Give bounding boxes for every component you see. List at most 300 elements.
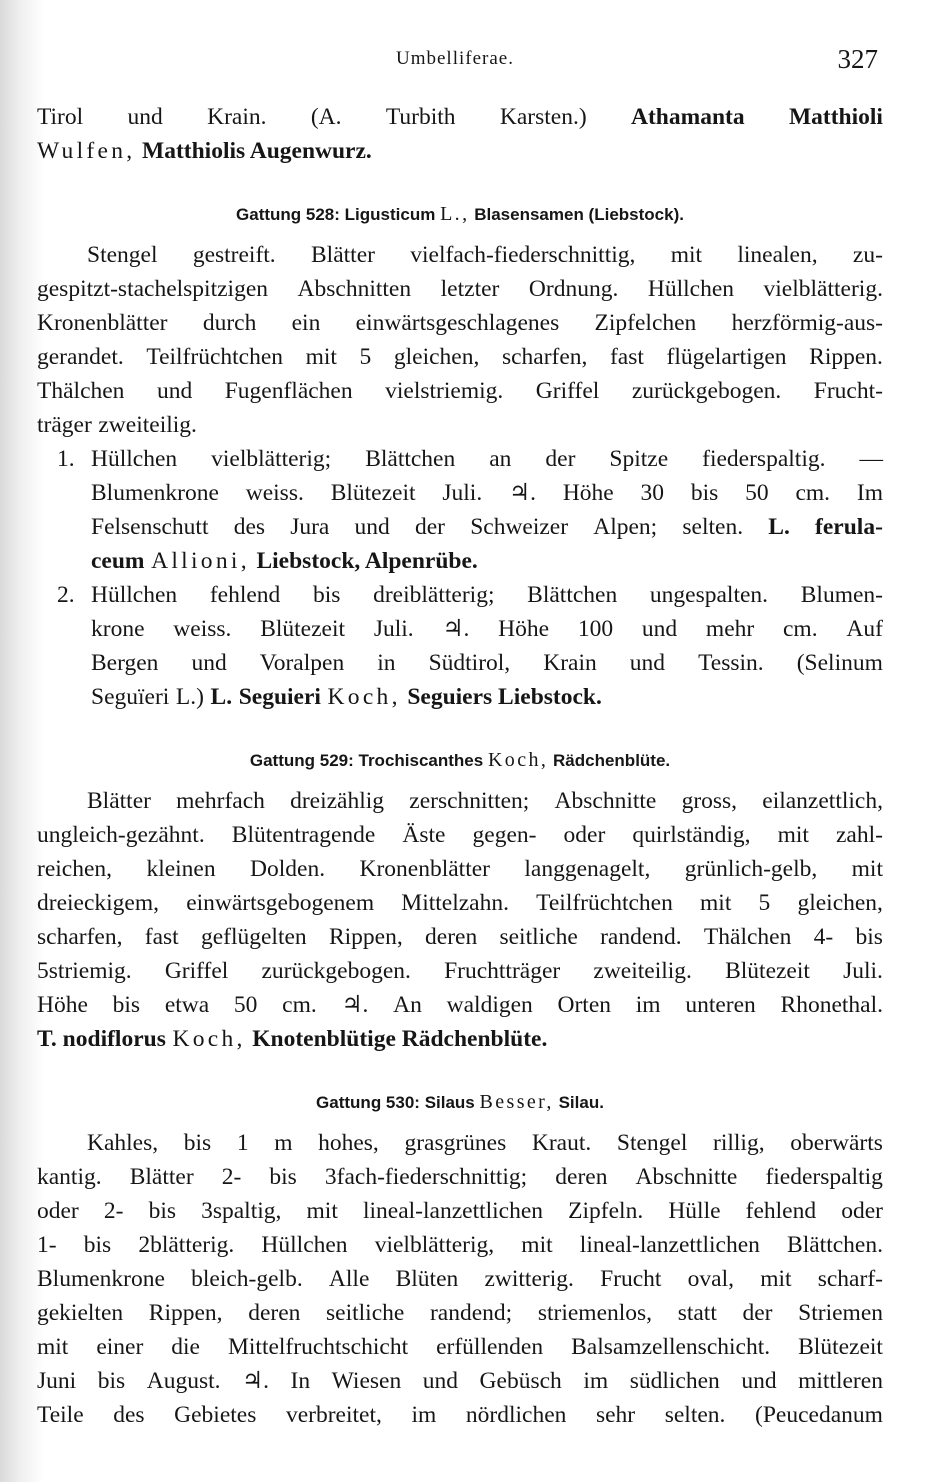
word: Blättchen.	[787, 1232, 883, 1258]
word: Mittelfruchtschicht	[227, 1334, 409, 1360]
text-line	[37, 340, 883, 374]
heading-label: Gattung 528:	[236, 205, 340, 224]
word: gross,	[681, 788, 738, 814]
word: der	[742, 1300, 773, 1326]
word: und	[641, 616, 678, 642]
word: Orten	[557, 992, 612, 1018]
word: der	[414, 514, 445, 540]
word: seitliche	[499, 924, 578, 950]
word: cm.	[795, 480, 831, 506]
word: des	[233, 514, 266, 540]
text-line	[37, 408, 883, 442]
word: und	[156, 378, 193, 404]
word: grasgrünes	[404, 1130, 507, 1156]
word: bis	[83, 1232, 112, 1258]
text-line	[37, 1330, 883, 1364]
word: scharfen,	[37, 924, 123, 950]
word: scharf-	[817, 1266, 883, 1292]
heading-author: Koch,	[487, 749, 549, 771]
heading-genus: Trochiscanthes	[358, 751, 484, 770]
intro-line-1	[37, 100, 883, 134]
word: Abschnitten	[297, 276, 412, 302]
word: Blätter	[311, 242, 375, 268]
word: Bergen	[91, 650, 159, 676]
species-name: L.	[768, 514, 790, 540]
word: cm.	[783, 616, 818, 642]
word: Blättchen	[365, 446, 456, 472]
text-line	[37, 1228, 883, 1262]
word: krone	[91, 616, 145, 642]
word: gegen-	[472, 822, 537, 848]
word: Zipfelchen	[594, 310, 697, 336]
heading-author: Besser,	[479, 1091, 554, 1113]
word: ungleich-gezähnt.	[37, 822, 205, 848]
word: Höhe	[562, 480, 614, 506]
species-entry-2	[37, 578, 883, 714]
word: oberwärts	[790, 1130, 883, 1156]
word: Tessin.	[698, 650, 764, 676]
word: 2-	[103, 1198, 124, 1224]
word: zweiteilig.	[98, 412, 197, 438]
word: mehrfach	[176, 788, 265, 814]
word: langgenagelt,	[524, 856, 651, 882]
word: und	[741, 1368, 777, 1394]
word: Balsamzellenschicht.	[571, 1334, 771, 1360]
running-title: Umbelliferae.	[396, 48, 514, 69]
word: im	[583, 1368, 609, 1394]
word: Alle	[328, 1266, 370, 1292]
word: einwärtsgebogenem	[186, 890, 375, 916]
word: waldigen	[446, 992, 533, 1018]
species-name: Athamanta	[631, 104, 745, 130]
word: fast	[609, 344, 644, 370]
word: Schweizer	[470, 514, 569, 540]
word: Striemen	[798, 1300, 883, 1326]
word: deren	[555, 1164, 608, 1190]
text-line	[91, 646, 883, 680]
word: in	[377, 650, 396, 676]
word: 1-	[37, 1232, 57, 1258]
word: Karsten.)	[499, 104, 587, 130]
word: Frucht-	[813, 378, 883, 404]
word: ein	[291, 310, 321, 336]
word: gestreift.	[192, 242, 276, 268]
word: Juni	[37, 1368, 77, 1394]
word: 100	[577, 616, 614, 642]
word: gekielten	[37, 1300, 124, 1326]
heading-common-name: Rädchenblüte.	[553, 751, 671, 770]
word: vielblätterig.	[763, 276, 883, 302]
word: Hüllchen	[91, 582, 178, 608]
word: 50	[233, 992, 258, 1018]
word: seitliche	[326, 1300, 405, 1326]
word: 4-	[813, 924, 834, 950]
word: cm.	[282, 992, 317, 1018]
word: bis	[312, 582, 341, 608]
word: 5	[758, 890, 771, 916]
word: selten.	[682, 514, 744, 540]
perennial-symbol: ♃.	[442, 616, 470, 642]
word: zweiteilig.	[593, 958, 692, 984]
word: mit	[700, 890, 732, 916]
word: vielblätterig;	[211, 446, 332, 472]
word: bis	[148, 1198, 176, 1224]
word: gleichen,	[797, 890, 883, 916]
word: lineal-lanzettlichen	[579, 1232, 760, 1258]
word: weiss.	[245, 480, 304, 506]
word: Krain	[543, 650, 597, 676]
word: m	[274, 1130, 293, 1156]
word: scharfen,	[501, 344, 588, 370]
word: kleinen	[146, 856, 216, 882]
word: 5striemig.	[37, 958, 132, 984]
text-line	[37, 272, 883, 306]
word: reichen,	[37, 856, 113, 882]
word: Hüllchen	[261, 1232, 348, 1258]
word: mit	[760, 1266, 792, 1292]
word: (A.	[310, 104, 342, 130]
heading-genus: Silaus	[424, 1093, 475, 1112]
word: 1	[236, 1130, 249, 1156]
species-name: Matthioli	[788, 104, 883, 130]
word: fiederspaltig	[765, 1164, 883, 1190]
word: selten.	[664, 1402, 726, 1428]
word: etwa	[164, 992, 210, 1018]
word: (Selinum	[796, 650, 883, 676]
perennial-symbol: ♃.	[509, 480, 536, 506]
word: Juli.	[373, 616, 414, 642]
word: Kraut.	[531, 1130, 592, 1156]
word: Fugenflächen	[224, 378, 353, 404]
word: Äste	[402, 822, 446, 848]
genus-description-529	[37, 784, 883, 1056]
genus-description-528	[37, 238, 883, 442]
text-line	[37, 954, 883, 988]
word: oder	[37, 1198, 79, 1224]
text-line	[37, 1262, 883, 1296]
word: randend;	[429, 1300, 513, 1326]
word: Gebüsch	[479, 1368, 562, 1394]
word: mit	[851, 856, 883, 882]
word: Hüllchen	[647, 276, 734, 302]
text-line	[37, 920, 883, 954]
word: ungespalten.	[649, 582, 769, 608]
word: dreiblätterig;	[373, 582, 495, 608]
word: Höhe	[37, 992, 88, 1018]
heading-author: L.,	[440, 203, 470, 225]
text-line	[37, 886, 883, 920]
author-name: Koch,	[172, 1026, 246, 1052]
word: Kronenblätter	[359, 856, 490, 882]
text-line	[37, 988, 883, 1022]
heading-common-name: Blasensamen (Liebstock).	[474, 205, 684, 224]
word: —	[859, 446, 883, 472]
word: mit	[670, 242, 703, 268]
text-block	[37, 100, 883, 1432]
word: mit	[521, 1232, 553, 1258]
text-line	[37, 238, 883, 272]
text-line	[37, 374, 883, 408]
word: Thälchen	[37, 378, 125, 404]
word: Blütezeit	[260, 616, 346, 642]
word: 50	[745, 480, 769, 506]
word: bleich-gelb.	[191, 1266, 303, 1292]
text-line	[91, 578, 883, 612]
word: Blütezeit	[330, 480, 416, 506]
word: Blumenkrone	[91, 480, 219, 506]
word: die	[171, 1334, 200, 1360]
word: flügelartigen	[666, 344, 787, 370]
running-head	[0, 44, 930, 76]
word: und	[629, 650, 666, 676]
word: linealen,	[737, 242, 818, 268]
species-name: ferula-	[815, 514, 883, 540]
author-name: Koch,	[327, 684, 401, 710]
word: einer	[96, 1334, 144, 1360]
word: Thälchen	[703, 924, 792, 950]
word: mehr	[705, 616, 755, 642]
text-line	[91, 612, 883, 646]
item-number: 2.	[57, 582, 75, 608]
word: Gebietes	[174, 1402, 257, 1428]
word: Blättchen	[527, 582, 618, 608]
word: Im	[856, 480, 883, 506]
word: Teilfrüchtchen	[146, 344, 284, 370]
word: mit	[306, 1198, 338, 1224]
word: 3spaltig,	[201, 1198, 282, 1224]
word: zurückgebogen.	[261, 958, 411, 984]
word: bis	[690, 480, 719, 506]
word: bis	[97, 1368, 126, 1394]
heading-label: Gattung 529:	[249, 751, 354, 770]
word: Tirol	[37, 104, 84, 130]
word: Rippen.	[809, 344, 883, 370]
word: Wiesen	[331, 1368, 402, 1394]
word: durch	[202, 310, 257, 336]
word: an	[489, 446, 512, 472]
text-line	[91, 442, 883, 476]
word: quirlständig,	[632, 822, 751, 848]
word: fehlend	[745, 1198, 817, 1224]
word: und	[354, 514, 390, 540]
word: träger	[37, 412, 92, 438]
word: Turbith	[385, 104, 456, 130]
species-name: T. nodiflorus	[37, 1026, 166, 1052]
word: Auf	[846, 616, 883, 642]
word: und	[127, 104, 163, 130]
word: Blumen-	[800, 582, 883, 608]
word: Felsenschutt	[91, 514, 209, 540]
author-name: Wulfen,	[37, 138, 136, 164]
word: oder	[563, 822, 606, 848]
word: Ordnung.	[528, 276, 619, 302]
word: herzförmig-aus-	[731, 310, 883, 336]
intro-line-2	[37, 134, 883, 168]
word: geflügelten	[200, 924, 307, 950]
species-name: Seguieri	[238, 684, 321, 710]
word: Dolden.	[250, 856, 326, 882]
heading-label: Gattung 530:	[316, 1093, 420, 1112]
text-line	[37, 306, 883, 340]
word: des	[113, 1402, 145, 1428]
genus-heading-529	[37, 742, 883, 778]
perennial-symbol: ♃.	[341, 992, 369, 1018]
word: Zipfeln.	[568, 1198, 644, 1224]
word: Teile	[37, 1402, 84, 1428]
word: zwitterig.	[484, 1266, 574, 1292]
word: letzter	[440, 276, 500, 302]
word: grünlich-gelb,	[684, 856, 818, 882]
word: Blumenkrone	[37, 1266, 165, 1292]
word: Juli.	[442, 480, 483, 506]
page-number: 327	[837, 44, 878, 74]
word: im	[411, 1402, 437, 1428]
word: Alpen;	[593, 514, 658, 540]
word: weiss.	[173, 616, 232, 642]
word: rillig,	[713, 1130, 765, 1156]
word: hohes,	[318, 1130, 379, 1156]
word: und	[422, 1368, 458, 1394]
word: vielfach-fiederschnittig,	[410, 242, 636, 268]
word: Blütezeit	[798, 1334, 883, 1360]
word: Stengel	[616, 1130, 688, 1156]
text-line	[37, 1126, 883, 1160]
word: Mittelzahn.	[401, 890, 509, 916]
word: striemenlos,	[537, 1300, 653, 1326]
word: August.	[146, 1368, 221, 1394]
word: dreieckigem,	[37, 890, 160, 916]
heading-common-name: Silau.	[558, 1093, 604, 1112]
text-line	[37, 1022, 883, 1056]
text-line	[37, 784, 883, 818]
word: Abschnitte	[635, 1164, 738, 1190]
word: Rippen,	[328, 924, 403, 950]
item-number: 1.	[57, 446, 75, 472]
text-line	[37, 1194, 883, 1228]
word: 2-	[221, 1164, 242, 1190]
word: Krain.	[207, 104, 267, 130]
word: bis	[855, 924, 883, 950]
common-name: Liebstock, Alpenrübe.	[256, 548, 478, 574]
word: Seguïeri	[91, 684, 170, 710]
author-name: Allioni,	[151, 548, 250, 574]
word: dreizählig	[290, 788, 385, 814]
genus-description-530	[37, 1126, 883, 1432]
text-line	[91, 476, 883, 510]
word: vielblätterig,	[374, 1232, 495, 1258]
word: zerschnitten;	[409, 788, 530, 814]
word: sehr	[595, 1402, 636, 1428]
word: 3fach-fiederschnittig;	[324, 1164, 528, 1190]
word: Südtirol,	[428, 650, 511, 676]
word: Kronenblätter	[37, 310, 168, 336]
word: einwärtsgeschlagenes	[355, 310, 560, 336]
text-line	[91, 510, 883, 544]
word: mit	[37, 1334, 69, 1360]
word: 2blätterig.	[138, 1232, 235, 1258]
word: Spitze	[609, 446, 669, 472]
word: zu-	[852, 242, 883, 268]
word: 30	[640, 480, 665, 506]
word: Hülle	[668, 1198, 721, 1224]
word: deren	[248, 1300, 301, 1326]
word: vielstriemig.	[385, 378, 504, 404]
word: fiederspaltig.	[702, 446, 826, 472]
perennial-symbol: ♃.	[242, 1368, 269, 1394]
word: unteren	[685, 992, 756, 1018]
text-line	[37, 852, 883, 886]
word: gleichen,	[393, 344, 480, 370]
word: bis	[112, 992, 141, 1018]
word: Jura	[290, 514, 330, 540]
word: Juli.	[843, 958, 883, 984]
word: Stengel	[87, 242, 158, 268]
word: fehlend	[209, 582, 281, 608]
word: An	[393, 992, 422, 1018]
word: statt	[677, 1300, 717, 1326]
word: gerandet.	[37, 344, 124, 370]
word: randend.	[600, 924, 682, 950]
word: Blüten	[395, 1266, 459, 1292]
word: zahl-	[835, 822, 883, 848]
word: Abschnitte	[554, 788, 657, 814]
word: gespitzt-stachelspitzigen	[37, 276, 269, 302]
word: eilanzettlich,	[762, 788, 883, 814]
word: zurückgebogen.	[631, 378, 782, 404]
word: fast	[144, 924, 179, 950]
word: südlichen	[629, 1368, 720, 1394]
word: Griffel	[164, 958, 229, 984]
word: oval,	[687, 1266, 734, 1292]
word: Rippen,	[148, 1300, 223, 1326]
word: Blütentragende	[231, 822, 376, 848]
word: Rhonethal.	[780, 992, 883, 1018]
common-name: Matthiolis Augenwurz.	[142, 138, 372, 164]
word: verbreitet,	[285, 1402, 382, 1428]
word: mittleren	[798, 1368, 883, 1394]
word: L.)	[175, 684, 204, 710]
word: Voralpen	[259, 650, 345, 676]
word: mit	[305, 344, 337, 370]
word: der	[545, 446, 576, 472]
text-line	[91, 680, 883, 714]
word: Frucht	[600, 1266, 662, 1292]
text-line	[91, 544, 883, 578]
word: erfüllenden	[436, 1334, 544, 1360]
word: nördlichen	[465, 1402, 567, 1428]
word: bis	[183, 1130, 212, 1156]
word: mit	[777, 822, 809, 848]
genus-heading-530	[37, 1084, 883, 1120]
word: kantig.	[37, 1164, 102, 1190]
word: Blätter	[87, 788, 151, 814]
word: Teilfrüchtchen	[536, 890, 673, 916]
word: In	[290, 1368, 311, 1394]
word: Kahles,	[87, 1130, 159, 1156]
word: Griffel	[535, 378, 600, 404]
common-name: Seguiers Liebstock.	[407, 684, 602, 710]
word: und	[191, 650, 227, 676]
word: Hüllchen	[91, 446, 178, 472]
genus-heading-528	[37, 196, 883, 232]
text-line	[37, 1160, 883, 1194]
word: Höhe	[498, 616, 550, 642]
text-line	[37, 1398, 883, 1432]
word: bis	[269, 1164, 297, 1190]
text-line	[37, 1364, 883, 1398]
species-entry-1	[37, 442, 883, 578]
word: oder	[841, 1198, 883, 1224]
